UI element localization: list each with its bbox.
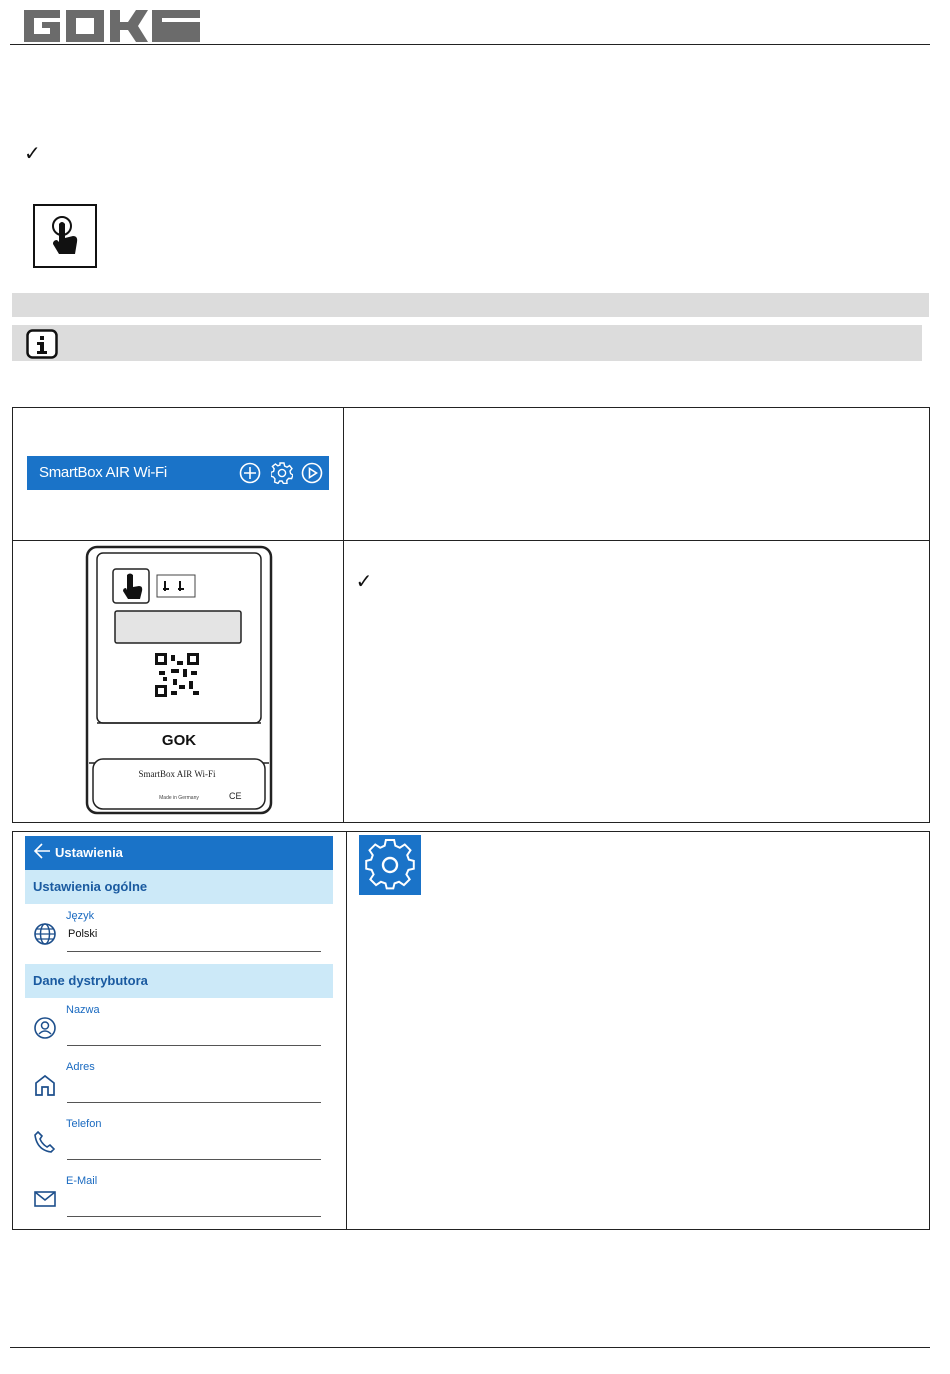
address-field[interactable]: [25, 1055, 333, 1112]
email-field[interactable]: [25, 1169, 333, 1226]
settings-title: Ustawienia: [55, 845, 123, 860]
check-mark: ✓: [24, 141, 41, 165]
language-field[interactable]: [25, 904, 333, 961]
address-label: Adres: [66, 1061, 95, 1073]
footer-rule: [10, 1347, 930, 1348]
settings-icon[interactable]: [271, 462, 293, 484]
address-underline: [67, 1102, 321, 1103]
device-logo: GOK: [161, 732, 197, 749]
device-made-in: Made in Germany: [159, 795, 199, 801]
add-icon[interactable]: [239, 462, 261, 484]
settings-screen: [25, 836, 333, 1226]
phone-field[interactable]: [25, 1112, 333, 1169]
email-label: E-Mail: [66, 1175, 98, 1187]
language-label: Język: [66, 910, 95, 922]
language-value: Polski: [68, 928, 98, 940]
globe-icon: [33, 922, 57, 946]
home-icon: [33, 1073, 57, 1097]
settings-header: [25, 836, 333, 870]
gok-logo: [24, 10, 200, 42]
name-underline: [67, 1045, 321, 1046]
check-mark: ✓: [355, 569, 373, 593]
cell-settings-description: [346, 832, 929, 1230]
mail-icon: [33, 1187, 57, 1211]
person-icon: [33, 1016, 57, 1040]
device-image: [83, 545, 275, 817]
cell-settings-screen: [13, 832, 347, 1230]
section-general: Ustawienia ogólne: [25, 870, 333, 904]
phone-underline: [67, 1159, 321, 1160]
cell-description-1: [343, 408, 929, 541]
ce-mark: CE: [229, 791, 242, 801]
section-distributor: Dane dystrybutora: [25, 964, 333, 998]
name-label: Nazwa: [66, 1004, 100, 1016]
cell-description-2: [343, 541, 929, 823]
table-settings: [12, 831, 930, 1230]
info-icon: [26, 329, 58, 359]
phone-icon: [33, 1130, 57, 1154]
app-title-bar: [27, 456, 329, 490]
name-field[interactable]: [25, 998, 333, 1055]
grey-bar: [12, 293, 929, 317]
table-app-overview: [12, 407, 930, 823]
device-model: SmartBox AIR Wi-Fi: [138, 769, 216, 779]
cell-app-bar: [13, 408, 344, 541]
settings-gear-icon: [359, 835, 421, 895]
language-underline: [67, 951, 321, 952]
app-title: SmartBox AIR Wi-Fi: [39, 464, 167, 481]
header-rule: [10, 44, 930, 45]
cell-device-image: [13, 541, 344, 823]
back-arrow-icon[interactable]: [33, 842, 51, 860]
phone-label: Telefon: [66, 1118, 102, 1130]
touch-hand-icon: [33, 204, 97, 268]
email-underline: [67, 1216, 321, 1217]
play-icon[interactable]: [301, 462, 323, 484]
info-bar: [12, 325, 922, 361]
